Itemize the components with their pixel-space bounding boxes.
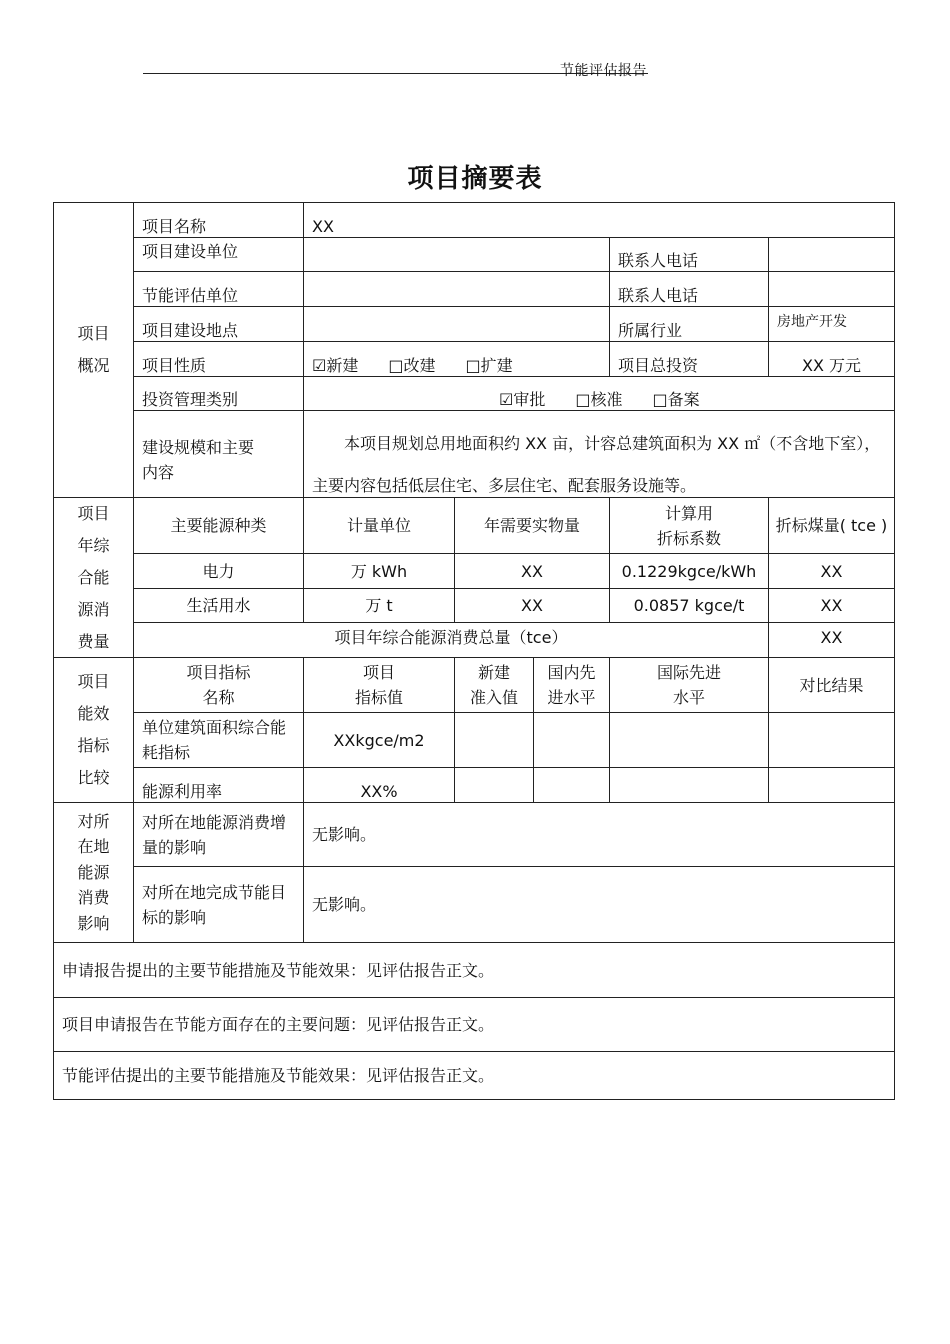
- energy-header-type: 主要能源种类: [133, 497, 304, 554]
- energy-row-unit: 万 t: [303, 588, 455, 623]
- energy-header-amount: 年需要实物量: [454, 497, 610, 554]
- name-value: XX: [303, 202, 895, 238]
- page-title: 项目摘要表: [407, 164, 543, 194]
- industry-label: 所属行业: [609, 306, 769, 342]
- energy-section-text: 项目年综合能源消费量: [77, 503, 110, 651]
- energy-row-factor: 0.0857 kgce/t: [609, 588, 769, 623]
- nature-option-expand[interactable]: □扩建: [465, 356, 513, 375]
- contact-label-2: 联系人电话: [609, 271, 769, 307]
- efficiency-header-international: 国际先进 水平: [609, 657, 769, 713]
- efficiency-header-name: 项目指标 名称: [133, 657, 304, 713]
- efficiency-section-text: 项目能效指标比较: [77, 672, 110, 787]
- efficiency-row2-domestic: [533, 767, 610, 803]
- contact-label-1: 联系人电话: [609, 237, 769, 272]
- efficiency-header-result: 对比结果: [768, 657, 895, 713]
- efficiency-row2-result: [768, 767, 895, 803]
- header-title: 节能评估报告: [560, 63, 647, 79]
- energy-total-label: 项目年综合能源消费总量（tce）: [133, 622, 769, 658]
- scope-label: 建设规模和主要 内容: [133, 410, 304, 498]
- evaluator-label: 节能评估单位: [133, 271, 304, 307]
- evaluator-value: [303, 271, 610, 307]
- efficiency-row1-domestic: [533, 712, 610, 768]
- efficiency-row1-value: XXkgce/m2: [303, 712, 455, 768]
- impact-row1-label: 对所在地能源消费增 量的影响: [133, 802, 304, 867]
- mgmt-label: 投资管理类别: [133, 376, 304, 411]
- energy-header-factor: 计算用 折标系数: [609, 497, 769, 554]
- mgmt-option-approve[interactable]: ☑审批: [499, 390, 546, 409]
- nature-option-new[interactable]: ☑新建: [312, 356, 359, 375]
- efficiency-row2-label: 能源利用率: [133, 767, 304, 803]
- overview-section-text: 项目概况: [77, 324, 110, 375]
- impact-row1-value: 无影响。: [303, 802, 895, 867]
- contact-value-2: [768, 271, 895, 307]
- impact-section-label: [53, 802, 134, 943]
- impact-row2-value: 无影响。: [303, 866, 895, 943]
- energy-row-tce: XX: [768, 553, 895, 589]
- location-value: [303, 306, 610, 342]
- name-label: 项目名称: [133, 202, 304, 238]
- efficiency-header-value: 项目 指标值: [303, 657, 455, 713]
- impact-row2-label: 对所在地完成节能目 标的影响: [133, 866, 304, 943]
- efficiency-header-entry: 新建 准入值: [454, 657, 534, 713]
- industry-value: 房地产开发: [768, 306, 895, 342]
- nature-label: 项目性质: [133, 341, 304, 377]
- energy-row-type: 生活用水: [133, 588, 304, 623]
- mgmt-option-verify[interactable]: □核准: [575, 390, 623, 409]
- efficiency-section-label: [53, 657, 134, 803]
- footer-row-evaluation: 节能评估提出的主要节能措施及节能效果：见评估报告正文。: [53, 1051, 895, 1100]
- efficiency-row1-entry: [454, 712, 534, 768]
- footer-row-issues: 项目申请报告在节能方面存在的主要问题：见评估报告正文。: [53, 997, 895, 1052]
- overview-section-label: [53, 202, 134, 498]
- efficiency-row2-value: XX%: [303, 767, 455, 803]
- builder-value: [303, 237, 610, 272]
- energy-row-factor: 0.1229kgce/kWh: [609, 553, 769, 589]
- scope-value: 本项目规划总用地面积约 XX 亩，计容总建筑面积为 XX ㎡（不含地下室），主要内容包括低层住宅、多层住宅、配套服务设施等。: [303, 410, 895, 498]
- summary-table: [54, 203, 896, 1101]
- efficiency-row1-international: [609, 712, 769, 768]
- efficiency-row1-label: 单位建筑面积综合能 耗指标: [133, 712, 304, 768]
- investment-label: 项目总投资: [609, 341, 769, 377]
- energy-header-unit: 计量单位: [303, 497, 455, 554]
- energy-section-label: [53, 497, 134, 658]
- mgmt-options: [303, 376, 895, 411]
- energy-row-amount: XX: [454, 553, 610, 589]
- location-label: 项目建设地点: [133, 306, 304, 342]
- energy-row-tce: XX: [768, 588, 895, 623]
- energy-header-tce: 折标煤量( tce ): [768, 497, 895, 554]
- builder-label: 项目建设单位: [133, 237, 304, 272]
- investment-value: XX 万元: [768, 341, 895, 377]
- efficiency-row1-result: [768, 712, 895, 768]
- energy-row-unit: 万 kWh: [303, 553, 455, 589]
- efficiency-row2-international: [609, 767, 769, 803]
- contact-value-1: [768, 237, 895, 272]
- mgmt-option-record[interactable]: □备案: [652, 390, 700, 409]
- nature-option-renovate[interactable]: □改建: [388, 356, 436, 375]
- energy-total-value: XX: [768, 622, 895, 658]
- footer-row-measures: 申请报告提出的主要节能措施及节能效果：见评估报告正文。: [53, 942, 895, 998]
- energy-row-type: 电力: [133, 553, 304, 589]
- energy-row-amount: XX: [454, 588, 610, 623]
- nature-options: [303, 341, 610, 377]
- efficiency-row2-entry: [454, 767, 534, 803]
- efficiency-header-domestic: 国内先 进水平: [533, 657, 610, 713]
- impact-section-text: 对所在地能源消费影响: [77, 811, 110, 933]
